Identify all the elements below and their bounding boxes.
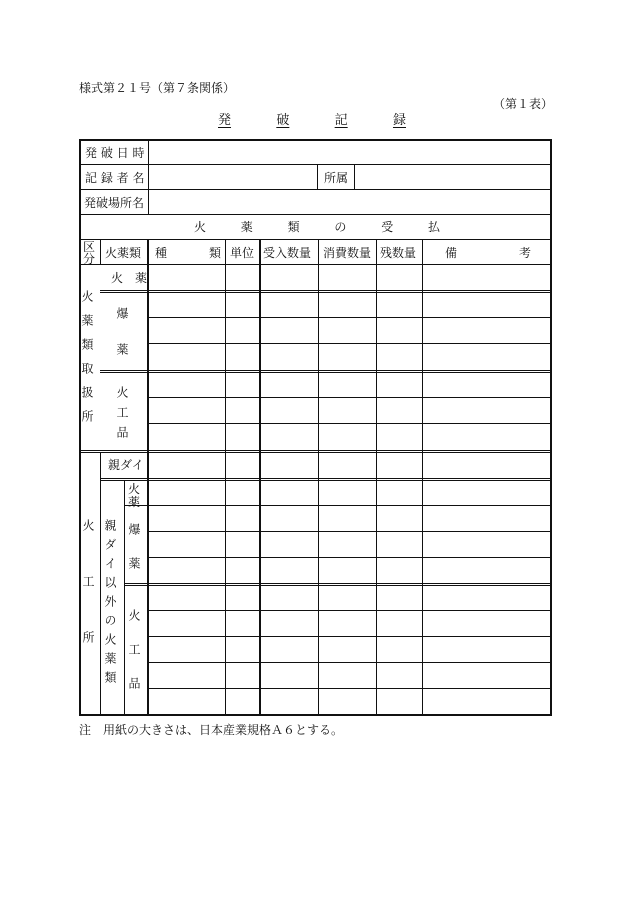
title-char: 破	[276, 113, 290, 128]
section-title	[194, 221, 440, 233]
section-title-char: 払	[427, 220, 440, 234]
title-char: 記	[334, 113, 348, 128]
remarks-header-char: 考	[518, 246, 531, 260]
form-number: 様式第２１号（第７条関係）	[79, 81, 236, 95]
workshop-others-label: 親ダイ以外の火薬類	[103, 519, 117, 690]
grid-line	[148, 290, 552, 291]
remarks-header	[445, 247, 531, 259]
workshop-oya-label: 親ダイ	[108, 458, 144, 472]
grid-line	[79, 264, 552, 265]
grid-line	[550, 139, 552, 716]
grid-line	[148, 610, 552, 611]
workshop-powder-label: 火薬	[128, 482, 141, 509]
section-title-char: 薬	[240, 220, 253, 234]
document-title	[218, 109, 406, 128]
grid-line	[148, 585, 552, 586]
grid-line	[148, 423, 552, 424]
grid-line	[148, 557, 552, 558]
remarks-header-char: 備	[445, 246, 458, 260]
record-table	[79, 139, 552, 716]
grid-line	[124, 480, 125, 716]
type-header: 火薬類	[105, 246, 142, 260]
received-header: 受入数量	[263, 246, 312, 260]
grid-line	[148, 505, 552, 506]
grid-line	[148, 450, 552, 451]
footnote: 注 用紙の大きさは、日本産業規格Ａ６とする。	[79, 723, 344, 737]
grid-line	[148, 292, 552, 293]
grid-line	[100, 452, 101, 716]
section-title-char: の	[334, 220, 347, 234]
grid-line	[100, 239, 101, 264]
grid-line	[79, 452, 148, 453]
kind-header-char: 類	[208, 246, 221, 260]
grid-line	[148, 370, 552, 371]
recorder-label: 記 録 者 名	[85, 171, 145, 185]
storage-powder-label: 火 薬	[111, 271, 148, 285]
title-char: 録	[392, 113, 406, 128]
grid-line	[79, 450, 148, 451]
storage-device-label: 火工品	[115, 386, 129, 446]
grid-line	[354, 164, 355, 189]
workshop-area-label: 火工所	[81, 519, 95, 687]
grid-line	[79, 214, 552, 215]
storage-area-label: 火薬類取扱所	[80, 290, 94, 434]
grid-line	[148, 372, 552, 373]
grid-line	[148, 531, 552, 532]
kubun-header: 区分	[83, 240, 96, 266]
grid-line	[79, 714, 552, 716]
place-label: 発破場所名	[84, 196, 145, 210]
grid-line	[317, 164, 318, 189]
remaining-header: 残数量	[380, 246, 417, 260]
grid-line	[148, 343, 552, 344]
consumed-header: 消費数量	[323, 246, 372, 260]
kind-header	[155, 247, 221, 259]
grid-line	[148, 636, 552, 637]
grid-line	[100, 290, 148, 291]
grid-line	[148, 480, 552, 481]
grid-line	[148, 662, 552, 663]
affiliation-label: 所属	[324, 171, 349, 185]
grid-line	[79, 189, 552, 190]
section-title-char: 受	[381, 220, 394, 234]
sheet-number: （第１表）	[493, 97, 554, 111]
grid-line	[79, 139, 552, 141]
section-title-char: 類	[287, 220, 300, 234]
grid-line	[148, 452, 552, 453]
title-char: 発	[218, 113, 232, 128]
grid-line	[148, 317, 552, 318]
date-label: 発 破 日 時	[85, 146, 145, 160]
grid-line	[79, 239, 552, 240]
unit-header: 単位	[230, 246, 255, 260]
grid-line	[148, 688, 552, 689]
grid-line	[148, 478, 552, 479]
grid-line	[100, 292, 148, 293]
grid-line	[148, 397, 552, 398]
grid-line	[148, 583, 552, 584]
section-title-char: 火	[194, 220, 207, 234]
storage-explosive-label: 爆薬	[115, 307, 129, 379]
grid-line	[148, 139, 149, 214]
workshop-device-label: 火工品	[127, 609, 141, 711]
grid-line	[100, 478, 148, 479]
kind-header-char: 種	[155, 246, 168, 260]
grid-line	[79, 164, 552, 165]
workshop-explosive-label: 爆薬	[127, 523, 141, 591]
